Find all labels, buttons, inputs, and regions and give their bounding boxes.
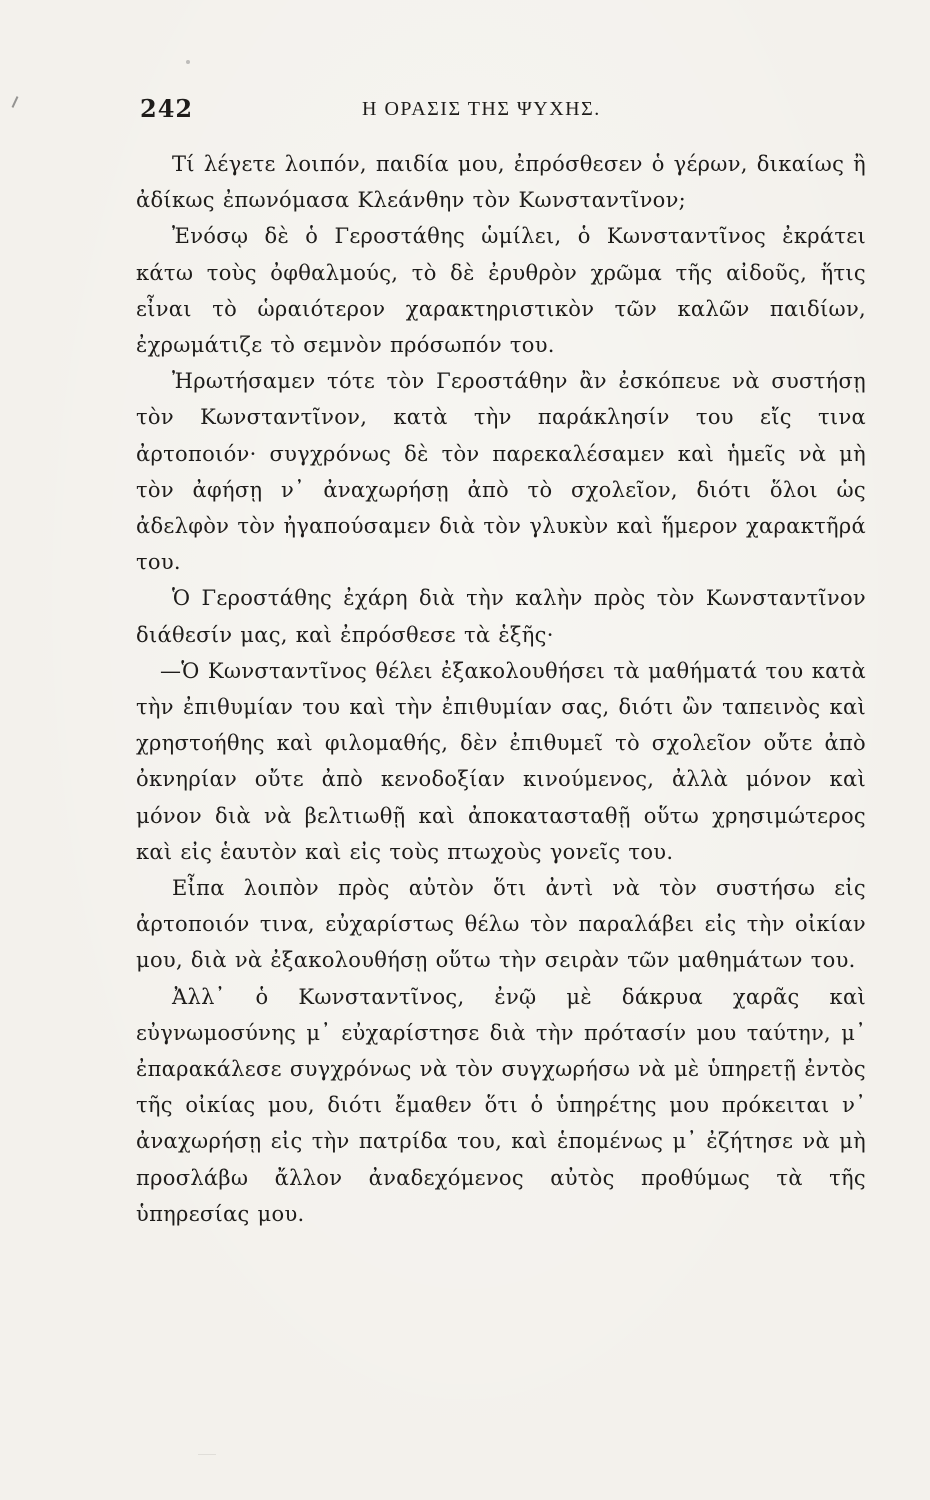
paragraph: Εἶπα λοιπὸν πρὸς αὐτὸν ὅτι ἀντὶ νὰ τὸν συστήσω εἰς ἀρτοποιόν τινα, εὐχαρίστως θέλω τὸν παραλάβει εἰς τὴν οἰκίαν μου, διὰ νὰ ἐξακολουθήσῃ οὕτω τὴν σειρὰν τῶν μαθημάτων του. [136,876,866,973]
faint-bleedthrough-mark [198,1440,216,1455]
paragraph: Ἀλλ᾽ ὁ Κωνσταντῖνος, ἐνῷ μὲ δάκρυα χαρᾶς καὶ εὐγνωμοσύνης μ᾽ εὐχαρίστησε διὰ τὴν πρότασίν μου ταύτην, μ᾽ ἐπαρακάλεσε συγχρόνως νὰ τὸν συγχωρήσω νὰ μὲ ὑπηρετῇ ἐντὸς τῆς οἰκίας μου, διότι ἔμαθεν ὅτι ὁ ὑπηρέτης μου πρόκειται ν᾽ ἀναχωρήσῃ εἰς τὴν πατρίδα του, καὶ ἑπομένως μ᾽ ἐζήτησε νὰ μὴ προσλάβω ἄλλον ἀναδεχόμενος αὐτὸς προθύμως τὰ τῆς ὑπηρεσίας μου. [136,984,866,1226]
page-header [136,94,861,128]
body-text [136,146,866,1232]
paragraph: Τί λέγετε λοιπόν, παιδία μου, ἐπρόσθεσεν ὁ γέρων, δικαίως ἢ ἀδίκως ἐπωνόμασα Κλεάνθην τὸν Κωνσταντῖνον; [136,152,866,213]
page-footer-bleedthrough [136,1440,866,1460]
page-number: 242 [140,94,194,123]
paper-speck [186,60,190,64]
margin-ink-mark [12,96,19,108]
paragraph: Ὁ Γεροστάθης ἐχάρη διὰ τὴν καλὴν πρὸς τὸν Κωνσταντῖνον διάθεσίν μας, καὶ ἐπρόσθεσε τὰ ἑξῆς· [136,586,866,647]
dialogue-paragraph: —Ὁ Κωνσταντῖνος θέλει ἐξακολουθήσει τὰ μαθήματά του κατὰ τὴν ἐπιθυμίαν του καὶ τὴν ἐπιθυμίαν σας, διότι ὢν ταπεινὸς καὶ χρηστοήθης καὶ φιλομαθής, δὲν ἐπιθυμεῖ τὸ σχολεῖον οὔτε ἀπὸ ὀκνηρίαν οὔτε ἀπὸ κενοδοξίαν κινούμενος, ἀλλὰ μόνον καὶ μόνον διὰ νὰ βελτιωθῇ καὶ ἀποκατασταθῇ οὕτω χρησιμώτερος καὶ εἰς ἑαυτὸν καὶ εἰς τοὺς πτωχοὺς γονεῖς του. [136,658,866,864]
paragraph: Ἠρωτήσαμεν τότε τὸν Γεροστάθην ἂν ἐσκόπευε νὰ συστήσῃ τὸν Κωνσταντῖνον, κατὰ τὴν παράκλησίν του εἴς τινα ἀρτοποιόν· συγχρόνως δὲ τὸν παρεκαλέσαμεν καὶ ἡμεῖς νὰ μὴ τὸν ἀφήσῃ ν᾽ ἀναχωρήσῃ ἀπὸ τὸ σχολεῖον, διότι ὅλοι ὡς ἀδελφὸν τὸν ἠγαπούσαμεν διὰ τὸν γλυκὺν καὶ ἥμερον χαρακτῆρά του. [136,369,866,575]
paragraph: Ἐνόσῳ δὲ ὁ Γεροστάθης ὡμίλει, ὁ Κωνσταντῖνος ἐκράτει κάτω τοὺς ὀφθαλμούς, τὸ δὲ ἐρυθρὸν χρῶμα τῆς αἰδοῦς, ἥτις εἶναι τὸ ὡραιότερον χαρακτηριστικὸν τῶν καλῶν παιδίων, ἐχρωμάτιζε τὸ σεμνὸν πρόσωπόν του. [136,224,866,358]
running-title: Η ΟΡΑΣΙΣ ΤΗΣ ΨΥΧΗΣ. [362,98,601,120]
